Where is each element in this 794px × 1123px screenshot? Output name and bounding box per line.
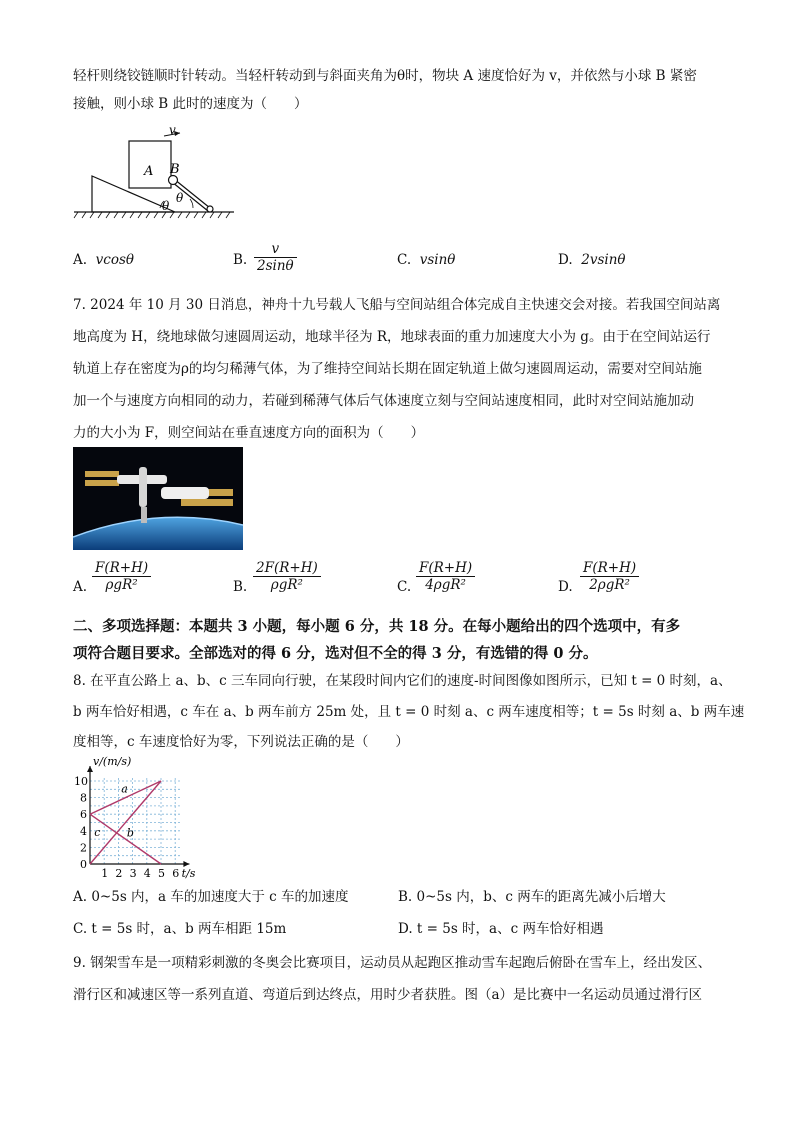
fig-label-a: A [144,164,154,179]
option-label: D. [558,252,573,268]
fraction-denominator: 2sinθ [257,258,294,274]
y-axis-label: v/(m/s) [93,756,132,769]
fig-label-v: v [169,124,176,137]
q6-text-line2: 接触，则小球 B 此时的速度为（ ） [73,96,308,112]
q7-option-b-label[interactable]: B. [233,579,248,595]
q7-option-d-label[interactable]: D. [558,579,573,595]
q6-option-b-label[interactable]: B. [233,252,248,268]
y-tick-label: 6 [80,808,87,822]
q7-text-line1: 7. 2024 年 10 月 30 日消息，神舟十九号载人飞船与空间站组合体完成自主快速交会对接。若我国空间站离 [73,297,721,313]
section2-heading-line2: 项符合题目要求。全部选对的得 6 分，选对但不全的得 3 分，有选错的得 0 分。 [73,645,598,662]
q7-option-a-label[interactable]: A. [73,579,88,595]
option-label: C. [397,252,412,268]
velocity-time-chart [70,756,220,881]
fraction-numerator: F(R+H) [92,560,151,577]
q8-option-b[interactable]: B. 0~5s 内，b、c 两车的距离先减小后增大 [398,889,666,905]
q8-text-line3: 度相等，c 车速度恰好为零，下列说法正确的是（ ） [73,734,409,750]
q8-text-line1: 8. 在平直公路上 a、b、c 三车同向行驶，在某段时间内它们的速度-时间图像如图所示，已知 t = 0 时刻，a、 [73,673,732,689]
fraction-denominator: ρgR² [270,577,303,593]
y-tick-label: 10 [74,775,88,788]
x-axis-label: t/s [181,867,196,880]
q6-text-line1: 轻杆则绕铰链顺时针转动。当轻杆转动到与斜面夹角为θ时，物块 A 速度恰好为 v，并依然与小球 B 紧密 [73,68,697,84]
q6-option-c[interactable] [397,250,455,270]
y-tick-label: 8 [80,791,87,805]
x-tick-label: 1 [101,867,109,880]
series-label-a: a [121,782,128,796]
fig-label-theta1: θ [176,191,184,205]
fraction-numerator: F(R+H) [416,560,475,577]
fraction-denominator: 2ρgR² [589,577,630,593]
q8-text-line2: b 两车恰好相遇，c 车在 a、b 两车前方 25m 处，且 t = 0 时刻 a、c 两车速度相等；t = 5s 时刻 a、b 两车速 [73,704,745,720]
q6-figure [72,124,237,224]
option-d-text: 2vsinθ [581,252,626,268]
q6-option-b-fraction[interactable] [254,241,297,274]
series-label-b: b [126,826,134,840]
fraction-denominator: ρgR² [105,577,138,593]
y-tick-label: 2 [80,841,87,855]
q8-option-c[interactable]: C. t = 5s 时，a、b 两车相距 15m [73,921,287,937]
q7-text-line5: 力的大小为 F，则空间站在垂直速度方向的面积为（ ） [73,425,425,441]
fig-label-theta2: θ [162,199,170,213]
q9-text-line1: 9. 钢架雪车是一项精彩刺激的冬奥会比赛项目，运动员从起跑区推动雪车起跑后俯卧在雪车上，经出发区、 [73,955,712,971]
q7-option-a-fraction[interactable] [92,560,151,593]
space-station-photo [73,447,243,550]
series-label-c: c [94,825,101,839]
section2-heading-line1: 二、多项选择题：本题共 3 小题，每小题 6 分，共 18 分。在每小题给出的四个选项中，有多 [73,618,681,635]
fraction-denominator: 4ρgR² [425,577,466,593]
y-tick-label: 4 [80,824,87,838]
option-label: A. [73,252,88,268]
x-tick-label: 6 [172,867,180,880]
x-tick-label: 4 [143,867,151,880]
option-a-text: vcosθ [95,252,135,268]
q7-option-c-label[interactable]: C. [397,579,412,595]
fraction-numerator: 2F(R+H) [253,560,321,577]
q6-option-a[interactable] [73,250,134,270]
q8-option-d[interactable]: D. t = 5s 时，a、c 两车恰好相遇 [398,921,604,937]
option-c-text: vsinθ [419,252,456,268]
q7-option-c-fraction[interactable] [416,560,475,593]
q8-option-a[interactable]: A. 0~5s 内，a 车的加速度大于 c 车的加速度 [73,889,349,905]
fraction-numerator: v [254,241,297,258]
q9-text-line2: 滑行区和减速区等一系列直道、弯道后到达终点，用时少者获胜。图（a）是比赛中一名运动员通过滑行区 [73,987,703,1003]
q7-text-line3: 轨道上存在密度为ρ的均匀稀薄气体，为了维持空间站长期在固定轨道上做匀速圆周运动，需要对空间站施 [73,361,702,377]
x-tick-label: 2 [115,867,123,880]
q6-option-d[interactable] [558,250,626,270]
q7-text-line2: 地高度为 H，绕地球做匀速圆周运动，地球半径为 R，地球表面的重力加速度大小为 g。由于在空间站运行 [73,329,711,345]
y-tick-label: 0 [80,858,87,871]
q7-option-b-fraction[interactable] [253,560,321,593]
x-tick-label: 5 [158,867,165,880]
q7-option-d-fraction[interactable] [580,560,639,593]
fig-label-b: B [170,162,180,177]
q7-text-line4: 加一个与速度方向相同的动力，若碰到稀薄气体后气体速度立刻与空间站速度相同，此时对空间站施加动 [73,393,694,409]
fraction-numerator: F(R+H) [580,560,639,577]
x-tick-label: 3 [129,867,137,880]
